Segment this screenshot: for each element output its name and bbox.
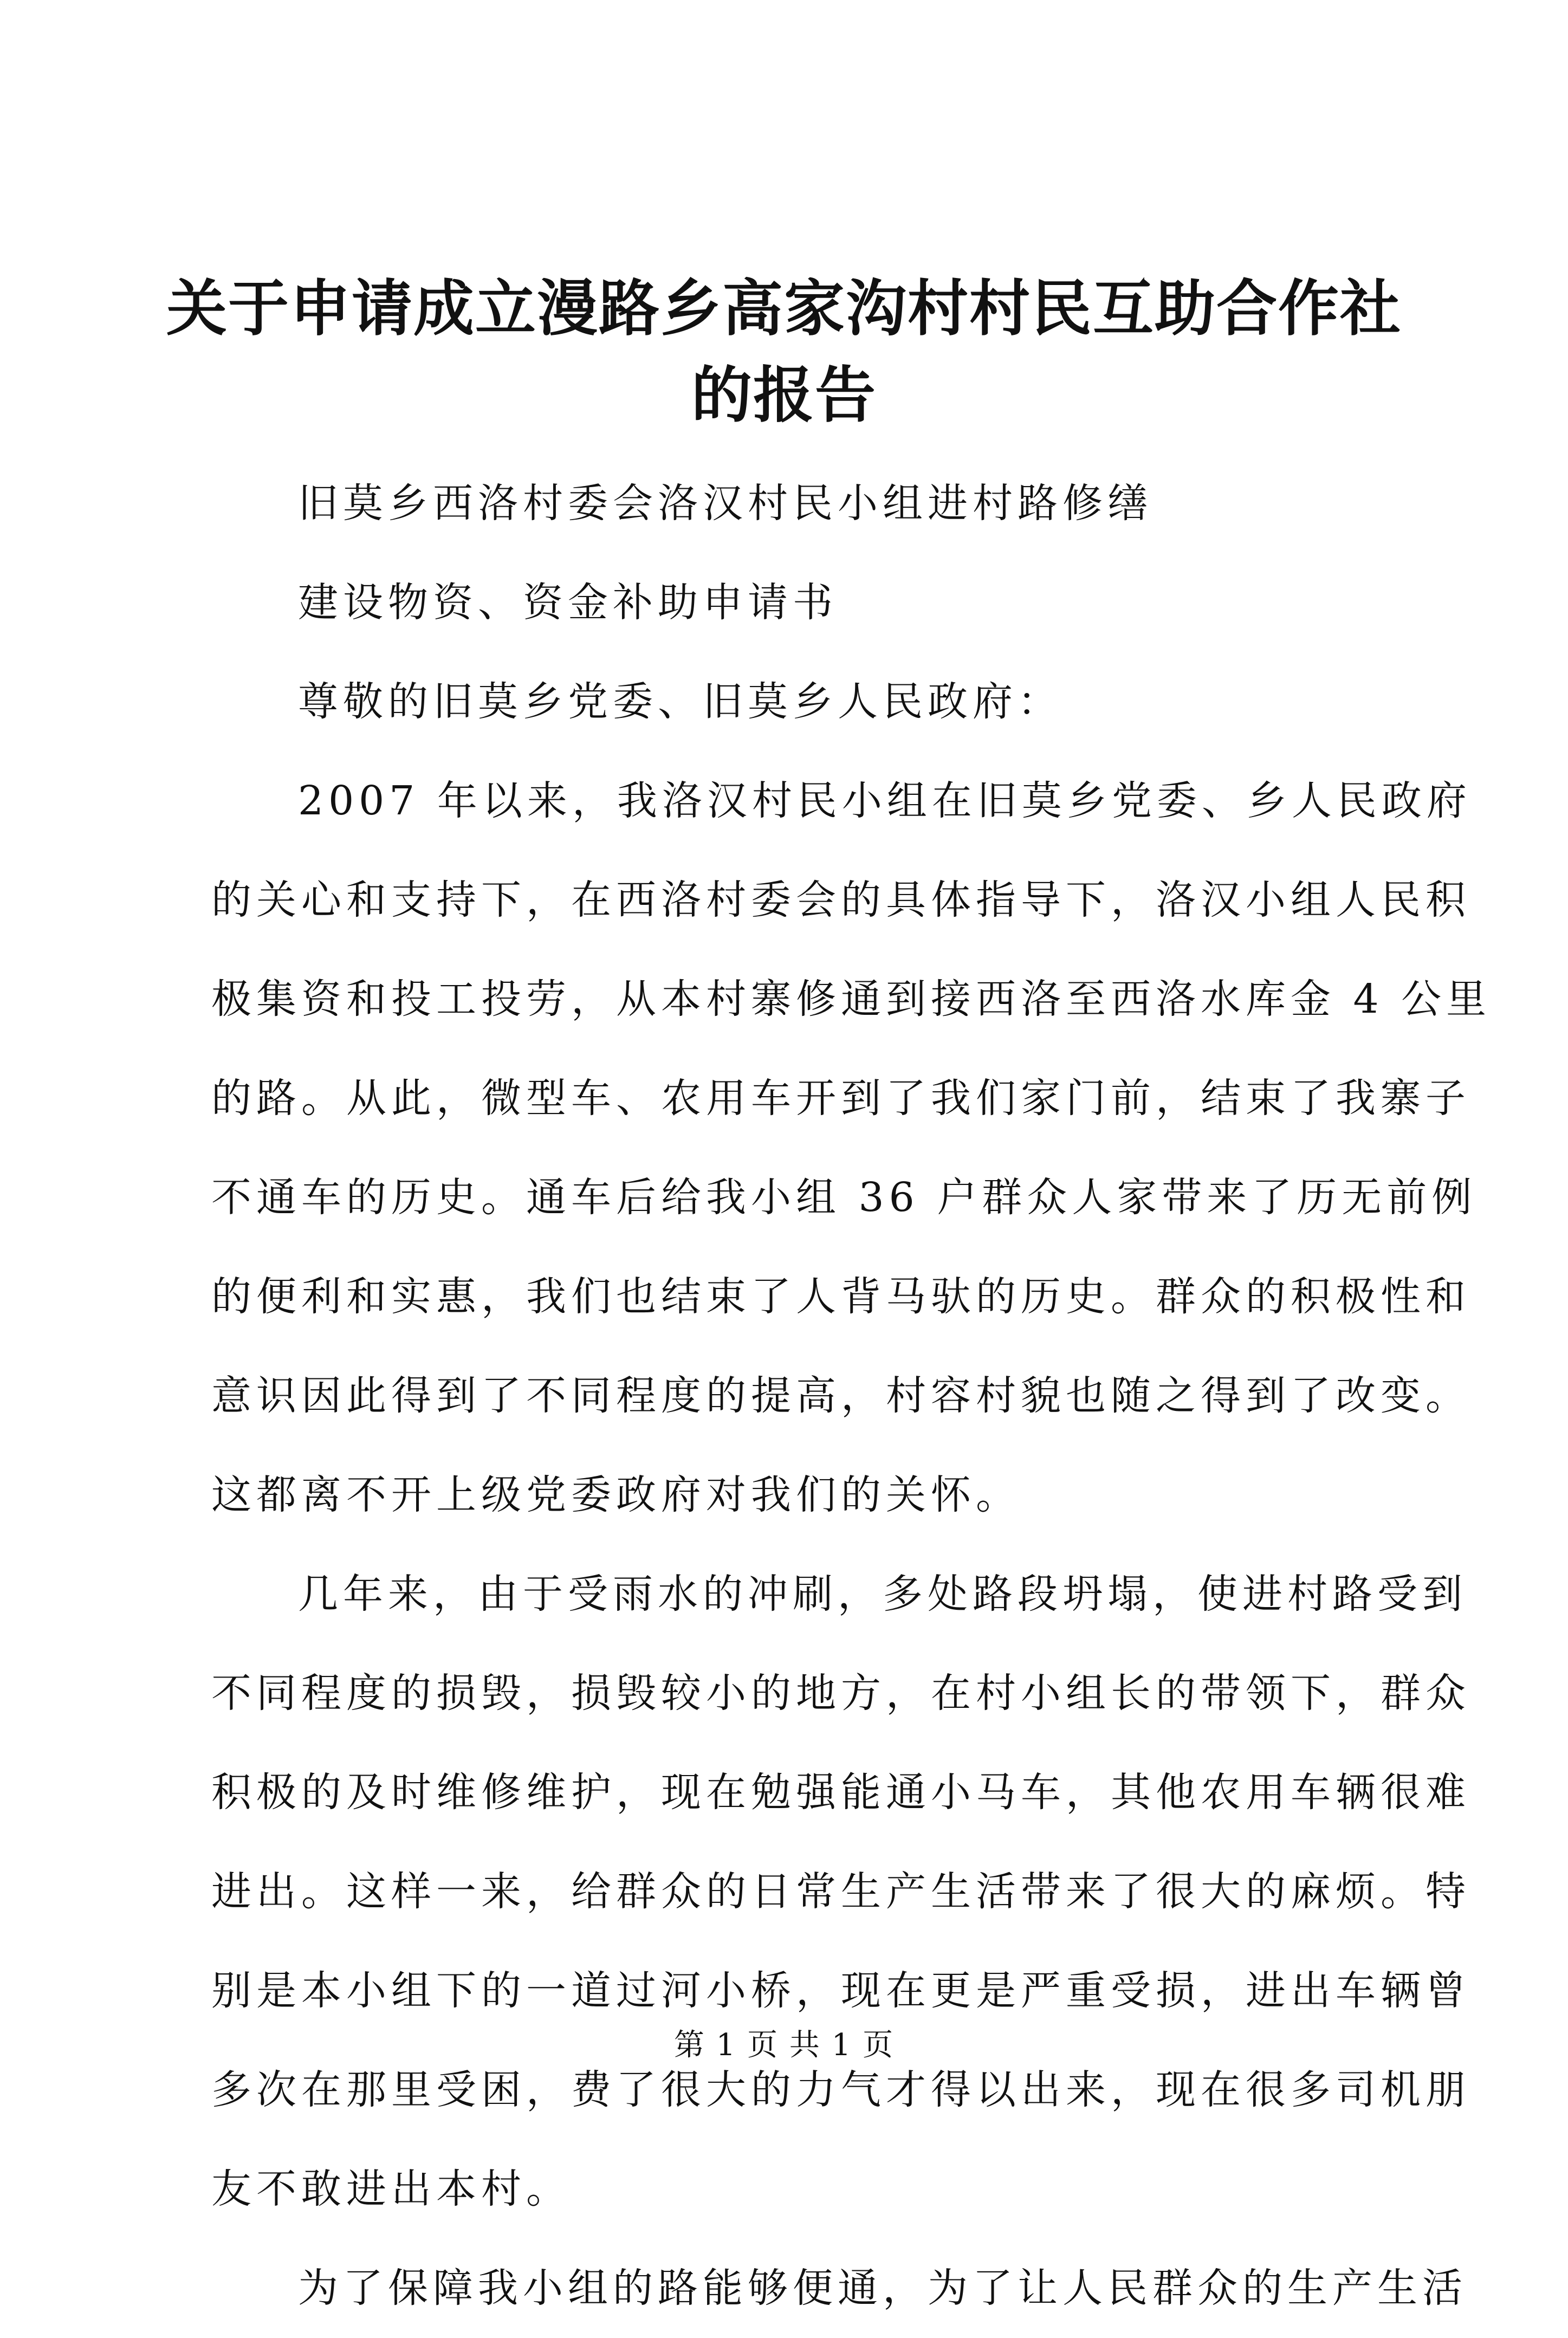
document-title [163,265,1405,439]
paragraph-1-line: 的路。从此，微型车、农用车开到了我们家门前，结束了我寨子 [211,1075,1470,1122]
paragraph-2-line: 多次在那里受困，费了很大的力气才得以出来，现在很多司机朋 [211,2067,1470,2113]
paragraph-1-line: 的便利和实惠，我们也结束了人背马驮的历史。群众的积极性和 [211,1273,1470,1320]
intro-line-1: 旧莫乡西洛村委会洛汉村民小组进村路修缮 [298,480,1152,527]
salutation: 尊敬的旧莫乡党委、旧莫乡人民政府： [298,678,1062,725]
paragraph-2-line: 别是本小组下的一道过河小桥，现在更是严重受损，进出车辆曾 [211,1967,1470,2014]
paragraph-1-line: 的关心和支持下，在西洛村委会的具体指导下，洛汉小组人民积 [211,877,1470,923]
title-line-1: 关于申请成立漫路乡高家沟村村民互助合作社 [166,273,1402,344]
title-line-2: 的报告 [691,360,877,431]
paragraph-2-line: 友不敢进出本村。 [211,2166,571,2212]
paragraph-2-line: 进出。这样一来，给群众的日常生产生活带来了很大的麻烦。特 [211,1868,1470,1915]
paragraph-1-line: 这都离不开上级党委政府对我们的关怀。 [211,1472,1021,1518]
paragraph-2 [211,1545,1470,2239]
page-footer: 第 1 页 共 1 页 [673,2028,895,2063]
paragraph-1-line: 极集资和投工投劳，从本村寨修通到接西洛至西洛水库金 4 公里 [211,976,1492,1022]
paragraph-2-line: 积极的及时维修维护，现在勉强能通小马车，其他农用车辆很难 [211,1769,1470,1816]
intro-line-2: 建设物资、资金补助申请书 [298,579,838,626]
paragraph-3-line: 为了保障我小组的路能够便通，为了让人民群众的生产生活 [298,2265,1467,2311]
paragraph-1 [211,752,1492,1545]
paragraph-1-line: 不通车的历史。通车后给我小组 36 户群众人家带来了历无前例 [211,1174,1477,1221]
paragraph-2-line: 不同程度的损毁，损毁较小的地方，在村小组长的带领下，群众 [211,1670,1470,1717]
paragraph-1-line: 2007 年以来，我洛汉村民小组在旧莫乡党委、乡人民政府 [298,778,1472,824]
paragraph-1-line: 意识因此得到了不同程度的提高，村容村貌也随之得到了改变。 [211,1372,1470,1419]
paragraph-2-line: 几年来，由于受雨水的冲刷，多处路段坍塌，使进村路受到 [298,1571,1467,1617]
paragraph-3 [211,2239,1467,2338]
